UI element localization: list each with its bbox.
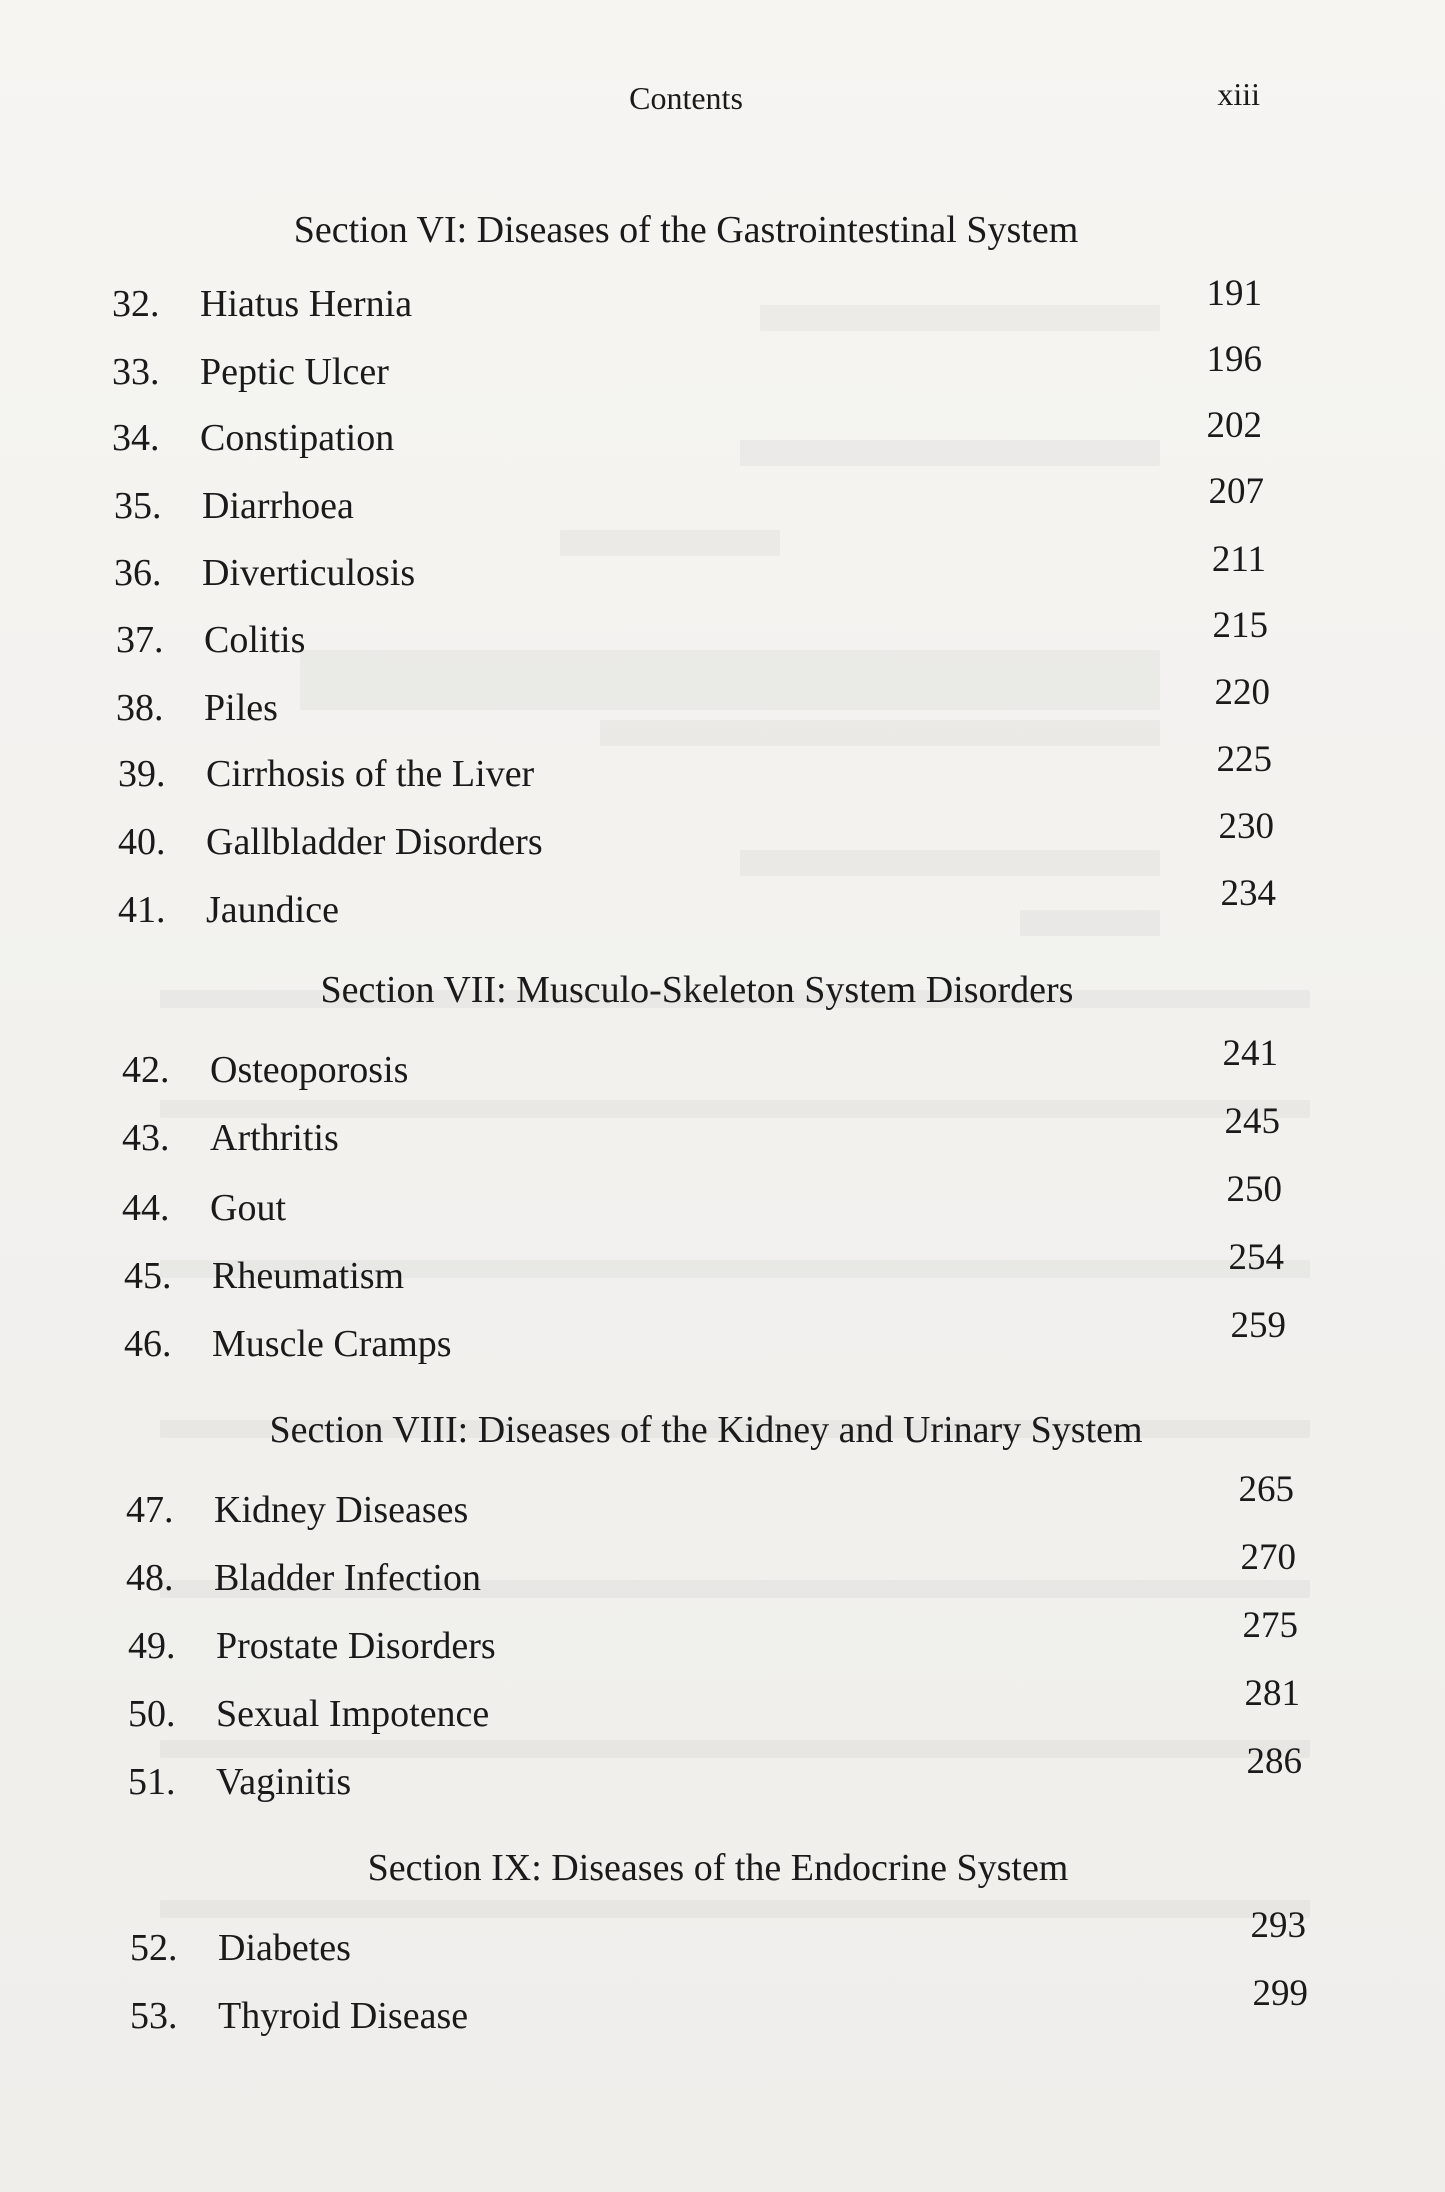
entry-title: Vaginitis (216, 1761, 352, 1803)
toc-entry (114, 551, 415, 601)
entry-title: Jaundice (206, 889, 339, 931)
entry-page: 259 (1230, 1305, 1286, 1346)
entry-title: Sexual Impotence (216, 1693, 490, 1735)
toc-entry (118, 820, 543, 870)
toc-entry (124, 1322, 452, 1372)
entry-number: 50. (128, 1693, 176, 1735)
entry-page: 265 (1238, 1469, 1294, 1510)
running-head-page-number: xiii (1217, 76, 1260, 112)
entry-number: 38. (116, 687, 164, 729)
toc-entry (128, 1760, 351, 1810)
entry-number: 33. (112, 351, 160, 393)
toc-entry (124, 1254, 404, 1304)
entry-page: 250 (1226, 1169, 1282, 1210)
entry-number: 51. (128, 1761, 176, 1803)
entry-title: Piles (204, 687, 278, 729)
toc-entry (118, 752, 534, 802)
entry-number: 34. (112, 417, 160, 459)
toc-entry (116, 686, 278, 736)
entry-title: Colitis (204, 619, 306, 661)
toc-entry (130, 1926, 351, 1976)
entry-page: 275 (1242, 1605, 1298, 1646)
entry-title: Peptic Ulcer (200, 351, 389, 393)
toc-entry (126, 1556, 481, 1606)
section-heading: Section VIII: Diseases of the Kidney and Urinary System (269, 1409, 1143, 1451)
entry-page: 241 (1222, 1033, 1278, 1074)
entry-page: 286 (1246, 1741, 1302, 1782)
entry-page: 225 (1216, 739, 1272, 780)
entry-title: Arthritis (210, 1117, 339, 1159)
entry-number: 44. (122, 1187, 170, 1229)
section-heading: Section IX: Diseases of the Endocrine System (367, 1847, 1069, 1889)
entry-page: 202 (1206, 405, 1262, 446)
entry-number: 37. (116, 619, 164, 661)
entry-page: 254 (1228, 1237, 1284, 1278)
entry-page: 245 (1224, 1101, 1280, 1142)
entry-title: Gallbladder Disorders (206, 821, 543, 863)
toc-entry (122, 1116, 339, 1166)
entry-title: Diabetes (218, 1927, 351, 1969)
toc-entry (114, 484, 354, 534)
entry-title: Bladder Infection (214, 1557, 481, 1599)
toc-entry (112, 282, 412, 332)
entry-number: 36. (114, 552, 162, 594)
toc-entry (126, 1488, 468, 1538)
section-heading: Section VI: Diseases of the Gastrointestinal System (293, 209, 1079, 251)
entry-number: 53. (130, 1995, 178, 2037)
entry-title: Constipation (200, 417, 395, 459)
entry-title: Diverticulosis (202, 552, 416, 594)
entry-number: 46. (124, 1323, 172, 1365)
toc-entry (128, 1624, 496, 1674)
entry-page: 215 (1212, 605, 1268, 646)
entry-title: Prostate Disorders (216, 1625, 496, 1667)
entry-number: 45. (124, 1255, 172, 1297)
entry-title: Hiatus Hernia (200, 283, 413, 325)
entry-page: 230 (1218, 806, 1274, 847)
section-heading: Section VII: Musculo-Skeleton System Disorders (320, 969, 1074, 1011)
entry-page: 220 (1214, 672, 1270, 713)
toc-entry (130, 1994, 468, 2044)
entry-number: 47. (126, 1489, 174, 1531)
entry-title: Cirrhosis of the Liver (206, 753, 535, 795)
toc-entry (116, 618, 305, 668)
entry-page: 196 (1206, 339, 1262, 380)
entry-title: Muscle Cramps (212, 1323, 452, 1365)
toc-entry (118, 888, 339, 938)
entry-title: Gout (210, 1187, 286, 1229)
entry-page: 270 (1240, 1537, 1296, 1578)
toc-entry (128, 1692, 489, 1742)
entry-page: 207 (1208, 471, 1264, 512)
entry-number: 41. (118, 889, 166, 931)
entry-number: 35. (114, 485, 162, 527)
entry-title: Osteoporosis (210, 1049, 409, 1091)
entry-page: 281 (1244, 1673, 1300, 1714)
toc-entry (112, 416, 394, 466)
entry-number: 40. (118, 821, 166, 863)
entry-title: Diarrhoea (202, 485, 354, 527)
entry-number: 48. (126, 1557, 174, 1599)
entry-page: 234 (1220, 873, 1276, 914)
entry-page: 191 (1206, 273, 1262, 314)
entry-title: Rheumatism (212, 1255, 405, 1297)
entry-title: Thyroid Disease (218, 1995, 469, 2037)
entry-number: 52. (130, 1927, 178, 1969)
entry-number: 43. (122, 1117, 170, 1159)
running-head-title: Contents (629, 80, 743, 116)
entry-page: 211 (1211, 539, 1266, 580)
entry-title: Kidney Diseases (214, 1489, 469, 1531)
running-head (0, 76, 1445, 120)
toc-entry (122, 1186, 286, 1236)
entry-page: 293 (1250, 1905, 1306, 1946)
entry-number: 39. (118, 753, 166, 795)
toc-entry (122, 1048, 408, 1098)
entry-number: 49. (128, 1625, 176, 1667)
toc-entry (112, 350, 389, 400)
entry-number: 32. (112, 283, 160, 325)
entry-number: 42. (122, 1049, 170, 1091)
entry-page: 299 (1252, 1973, 1308, 2014)
